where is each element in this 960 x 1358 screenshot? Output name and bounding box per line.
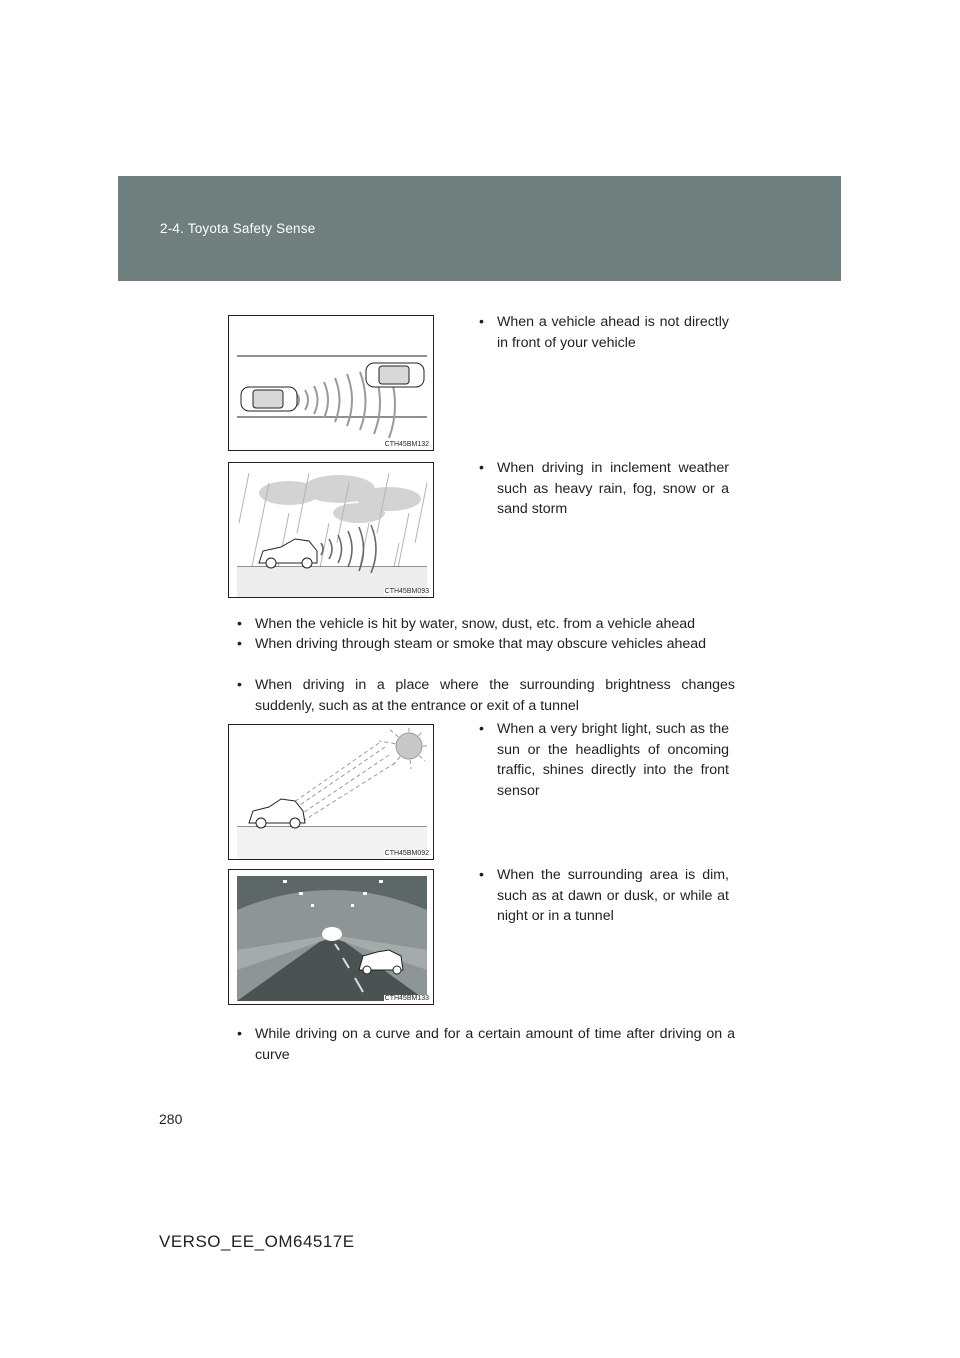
figure-code: CTH45BM093 (384, 588, 429, 595)
bright-sun-illustration (229, 725, 434, 860)
inclement-weather-illustration (229, 463, 434, 598)
bullet-brightness-changes (237, 675, 735, 716)
figure-code: CTH45BM132 (384, 441, 429, 448)
bullet-text: When the surrounding area is dim, such as at dawn or dusk, or while at night or in a tunnel (497, 867, 729, 925)
bullet-text: When driving in a place where the surrounding brightness changes suddenly, such as at the entrance or exit of a tunnel (255, 677, 735, 714)
bullet-text: While driving on a curve and for a certain amount of time after driving on a curve (255, 1026, 735, 1063)
bullet-marker: • (237, 677, 242, 693)
bullet-inclement-weather (479, 458, 729, 520)
bullet-marker: • (479, 721, 484, 737)
tunnel-illustration (229, 870, 434, 1005)
bullet-text: When driving through steam or smoke that may obscure vehicles ahead (255, 636, 707, 652)
bullet-text: When driving in inclement weather such as heavy rain, fog, snow or a sand storm (497, 460, 729, 518)
bullet-dim-area (479, 865, 729, 927)
bullet-marker: • (237, 636, 242, 652)
figure-bright-light (228, 724, 434, 860)
bullet-steam-smoke (237, 634, 735, 655)
bullet-marker: • (479, 867, 484, 883)
bullet-marker: • (237, 1026, 242, 1042)
vehicle-ahead-offset-illustration (229, 316, 434, 451)
bullet-hit-by-water (237, 614, 735, 635)
bullet-bright-light (479, 719, 729, 801)
document-code: VERSO_EE_OM64517E (159, 1232, 355, 1251)
page-number: 280 (159, 1111, 183, 1127)
bullet-marker: • (479, 314, 484, 330)
bullet-text: When the vehicle is hit by water, snow, dust, etc. from a vehicle ahead (255, 616, 696, 632)
figure-inclement-weather (228, 462, 434, 598)
bullet-text: When a very bright light, such as the sun or the headlights of oncoming traffic, shines directly into the front sensor (497, 721, 729, 799)
section-header-band (118, 176, 841, 281)
section-title: 2-4. Toyota Safety Sense (160, 221, 316, 236)
bullet-not-directly-ahead (479, 312, 729, 353)
figure-tunnel (228, 869, 434, 1005)
bullet-text: When a vehicle ahead is not directly in front of your vehicle (497, 314, 729, 351)
bullet-marker: • (237, 616, 242, 632)
figure-vehicle-ahead-offset (228, 315, 434, 451)
figure-code: CTH45BM133 (384, 995, 429, 1002)
figure-code: CTH45BM092 (384, 850, 429, 857)
bullet-curve (237, 1024, 735, 1065)
bullet-marker: • (479, 460, 484, 476)
